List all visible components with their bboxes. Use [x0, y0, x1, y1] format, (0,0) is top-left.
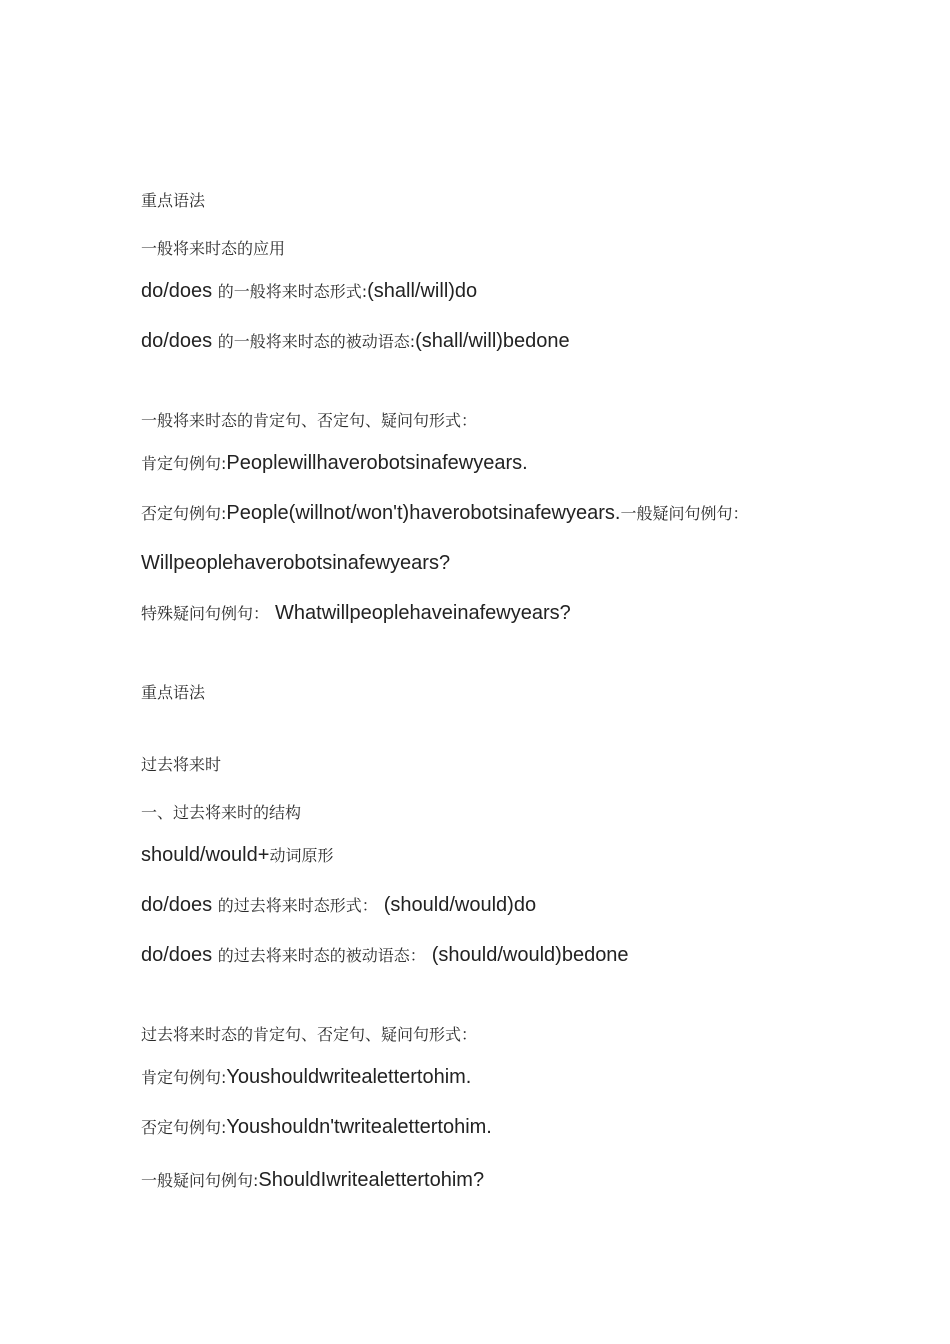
forms-heading: 一般将来时态的肯定句、否定句、疑问句形式： — [141, 411, 478, 430]
form-value-2: (should/would)do — [383, 894, 537, 916]
passive-value-2: (should/would)bedone — [431, 944, 629, 966]
structure-line — [141, 845, 333, 865]
passive-prefix-2: do/does — [141, 944, 218, 966]
future-form-line — [141, 281, 477, 301]
subheading-future-tense: 一般将来时态的应用 — [141, 239, 286, 258]
past-future-passive-line — [141, 945, 629, 965]
section-heading: 重点语法 — [141, 191, 206, 210]
form-prefix: do/does — [141, 280, 218, 302]
passive-value: (shall/will)bedone — [415, 330, 570, 352]
negative-example — [141, 503, 748, 523]
passive-label: 的一般将来时态的被动语态: — [217, 332, 416, 351]
special-question-label: 特殊疑问句例句： — [141, 604, 270, 623]
negative-value: People(willnot/won't)haverobotsinafewyears. — [226, 502, 621, 524]
negative-example-2 — [141, 1117, 492, 1137]
affirmative-example-2 — [141, 1067, 471, 1087]
passive-label-2: 的过去将来时态的被动语态： — [217, 946, 426, 965]
structure-label: 动词原形 — [269, 846, 334, 865]
subheading-past-future: 过去将来时 — [141, 755, 222, 774]
special-question-value: Whatwillpeoplehaveinafewyears? — [275, 602, 571, 624]
past-future-form-line — [141, 895, 536, 915]
form-label: 的一般将来时态形式: — [217, 282, 368, 301]
section-heading-2: 重点语法 — [141, 683, 206, 702]
affirmative-example — [141, 453, 528, 473]
form-prefix-2: do/does — [141, 894, 218, 916]
affirmative-value-2: Youshouldwritealettertohim. — [226, 1066, 472, 1088]
affirmative-label: 肯定句例句: — [141, 454, 227, 473]
form-value: (shall/will)do — [367, 280, 478, 302]
general-question-example-2 — [141, 1170, 484, 1190]
affirmative-value: Peoplewillhaverobotsinafewyears. — [226, 452, 528, 474]
structure-value: should/would+ — [141, 844, 270, 866]
forms-heading-2: 过去将来时态的肯定句、否定句、疑问句形式： — [141, 1025, 478, 1044]
affirmative-label-2: 肯定句例句: — [141, 1068, 227, 1087]
general-question-example: Willpeoplehaverobotsinafewyears? — [141, 552, 451, 574]
general-question-label: 一般疑问句例句： — [620, 504, 749, 523]
passive-prefix: do/does — [141, 330, 218, 352]
structure-heading: 一、过去将来时的结构 — [141, 803, 302, 822]
negative-label: 否定句例句: — [141, 504, 227, 523]
negative-label-2: 否定句例句: — [141, 1118, 227, 1137]
negative-value-2: Youshouldn'twritealettertohim. — [226, 1116, 492, 1138]
general-question-label-2: 一般疑问句例句: — [141, 1171, 259, 1190]
future-passive-line — [141, 331, 570, 351]
form-label-2: 的过去将来时态形式： — [217, 896, 378, 915]
general-question-value-2: ShouldIwritealettertohim? — [258, 1169, 485, 1191]
special-question-example — [141, 603, 571, 623]
